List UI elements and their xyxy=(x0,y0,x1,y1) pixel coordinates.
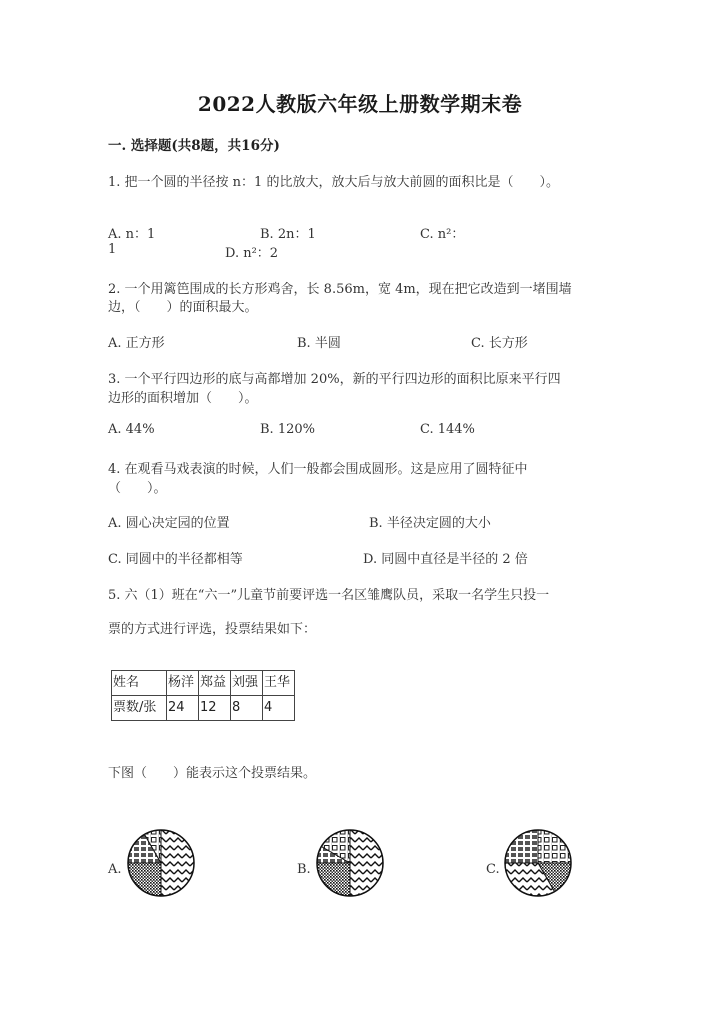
question-1-text: 1. 把一个圆的半径按 n：1 的比放大，放大后与放大前圆的面积比是（ ）。 xyxy=(108,175,559,190)
table-header-cell: 刘强 xyxy=(231,671,263,696)
table-header-cell: 王华 xyxy=(263,671,295,696)
q3-option-a: A. 44% xyxy=(108,422,155,437)
question-5-prompt: 下图（ ）能表示这个投票结果。 xyxy=(108,766,317,781)
q1-option-b: B. 2n：1 xyxy=(260,227,316,242)
table-cell: 8 xyxy=(231,696,263,721)
vote-results-table xyxy=(111,670,295,721)
table-header-row xyxy=(112,671,295,696)
q2-option-a: A. 正方形 xyxy=(108,336,165,351)
table-cell: 24 xyxy=(167,696,199,721)
pie-chart-b xyxy=(315,828,385,898)
question-4-line-1: 4. 在观看马戏表演的时候，人们一般都会围成圆形。这是应用了圆特征中 xyxy=(108,462,528,477)
q3-option-c: C. 144% xyxy=(420,422,475,437)
table-cell: 12 xyxy=(199,696,231,721)
question-3-line-2: 边形的面积增加（ ）。 xyxy=(108,391,258,406)
table-row xyxy=(112,696,295,721)
question-2-line-2: 边，（ ）的面积最大。 xyxy=(108,300,258,315)
q1-option-d: D. n²：2 xyxy=(225,246,279,261)
q2-option-b: B. 半圆 xyxy=(297,336,341,351)
question-5-line-1: 5. 六（1）班在“六一”儿童节前要评选一名区雏鹰队员，采取一名学生只投一 xyxy=(108,588,550,603)
pie-chart-a xyxy=(126,828,196,898)
q1-option-c-continued: 1 xyxy=(108,242,117,257)
table-cell: 4 xyxy=(263,696,295,721)
q2-option-c: C. 长方形 xyxy=(471,336,528,351)
question-2-line-1: 2. 一个用篱笆围成的长方形鸡舍，长 8.56m，宽 4m，现在把它改造到一堵围墙 xyxy=(108,282,572,297)
q1-option-c: C. n²： xyxy=(420,227,465,242)
section-heading: 一. 选择题(共8题，共16分) xyxy=(108,138,280,154)
q4-option-a: A. 圆心决定园的位置 xyxy=(108,516,230,531)
q5-option-c: C. xyxy=(486,862,500,877)
q3-option-b: B. 120% xyxy=(260,422,315,437)
table-header-cell: 郑益 xyxy=(199,671,231,696)
question-5-line-2: 票的方式进行评选，投票结果如下： xyxy=(108,622,317,637)
question-3-line-1: 3. 一个平行四边形的底与高都增加 20%，新的平行四边形的面积比原来平行四 xyxy=(108,372,561,387)
q5-option-b: B. xyxy=(297,862,311,877)
q4-option-c: C. 同圆中的半径都相等 xyxy=(108,552,243,567)
table-header-cell: 杨洋 xyxy=(167,671,199,696)
table-header-cell: 姓名 xyxy=(112,671,167,696)
q4-option-d: D. 同圆中直径是半径的 2 倍 xyxy=(363,552,528,567)
table-cell: 票数/张 xyxy=(112,696,167,721)
question-4-line-2: （ ）。 xyxy=(108,481,167,496)
pie-chart-c xyxy=(503,828,573,898)
q4-option-b: B. 半径决定圆的大小 xyxy=(369,516,491,531)
page-title: 2022人教版六年级上册数学期末卷 xyxy=(197,92,523,116)
q1-option-a: A. n：1 xyxy=(108,227,156,242)
q5-option-a: A. xyxy=(108,862,122,877)
